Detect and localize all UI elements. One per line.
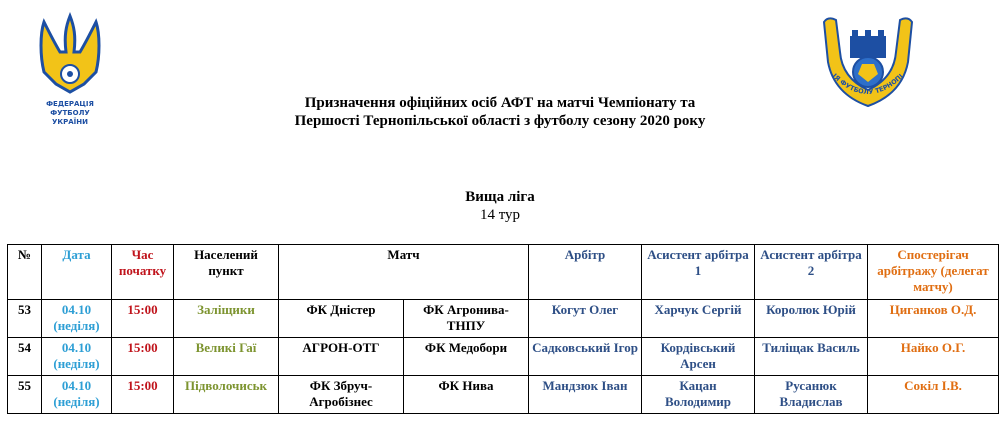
- row-referee: Мандзюк Іван: [529, 376, 642, 414]
- uaf-logo-text-1: ФЕДЕРАЦІЯ: [46, 100, 94, 108]
- row-away-team: ФК Агронива-ТНПУ: [404, 300, 529, 338]
- header-date: Дата: [42, 245, 112, 300]
- table-row: [8, 338, 999, 376]
- league-round: 14 тур: [479, 207, 521, 223]
- row-referee: Садковський Ігор: [529, 338, 642, 376]
- row-home-team: ФК Дністер: [279, 300, 404, 338]
- header-observer: Спостерігач арбітражу (делегат матчу): [868, 245, 999, 300]
- row-assistant2: Русанюк Владислав: [755, 376, 868, 414]
- row-city: Підволочиськ: [174, 376, 279, 414]
- row-observer: Сокіл І.В.: [868, 376, 999, 414]
- row-assistant2: Королюк Юрій: [755, 300, 868, 338]
- header-num: №: [8, 245, 42, 300]
- row-time: 15:00: [112, 376, 174, 414]
- table-row: [8, 376, 999, 414]
- header-assistant1: Асистент арбітра 1: [642, 245, 755, 300]
- aft-logo: [818, 12, 918, 110]
- row-observer: Найко О.Г.: [868, 338, 999, 376]
- row-assistant2: Тиліщак Василь: [755, 338, 868, 376]
- row-referee: Когут Олег: [529, 300, 642, 338]
- table-header-row: [8, 245, 999, 300]
- uaf-logo: [30, 12, 110, 132]
- row-assistant1: Кацан Володимир: [642, 376, 755, 414]
- row-date: 04.10 (неділя): [42, 338, 112, 376]
- header-time: Час початку: [112, 245, 174, 300]
- page-title: [180, 94, 820, 130]
- league-heading: [0, 188, 1000, 224]
- uaf-logo-text-3: УКРАЇНИ: [52, 118, 88, 126]
- row-num: 54: [8, 338, 42, 376]
- row-home-team: ФК Збруч-Агробізнес: [279, 376, 404, 414]
- row-city: Великі Гаї: [174, 338, 279, 376]
- row-num: 53: [8, 300, 42, 338]
- header-assistant2: Асистент арбітра 2: [755, 245, 868, 300]
- row-assistant1: Харчук Сергій: [642, 300, 755, 338]
- header-match: Матч: [279, 245, 529, 300]
- castle-icon: [850, 36, 886, 58]
- row-home-team: АГРОН-ОТГ: [279, 338, 404, 376]
- row-time: 15:00: [112, 300, 174, 338]
- row-assistant1: Кордівський Арсен: [642, 338, 755, 376]
- row-away-team: ФК Медобори: [404, 338, 529, 376]
- row-city: Заліщики: [174, 300, 279, 338]
- title-line-1: Призначення офіційних осіб АФТ на матчі Чемпіонату та: [304, 95, 696, 111]
- title-line-2: Першості Тернопільської області з футболу сезону 2020 року: [294, 113, 706, 129]
- league-name: Вища ліга: [465, 189, 535, 205]
- row-time: 15:00: [112, 338, 174, 376]
- aft-logo-text: ІЯ ФУТБОЛУ ТЕРНОПІ: [830, 71, 905, 97]
- row-num: 55: [8, 376, 42, 414]
- row-date: 04.10 (неділя): [42, 376, 112, 414]
- header-city: Населений пункт: [174, 245, 279, 300]
- row-observer: Циганков О.Д.: [868, 300, 999, 338]
- row-date: 04.10 (неділя): [42, 300, 112, 338]
- table-row: [8, 300, 999, 338]
- uaf-logo-text-2: ФУТБОЛУ: [50, 109, 90, 117]
- schedule-table: [7, 244, 999, 414]
- row-away-team: ФК Нива: [404, 376, 529, 414]
- header-referee: Арбітр: [529, 245, 642, 300]
